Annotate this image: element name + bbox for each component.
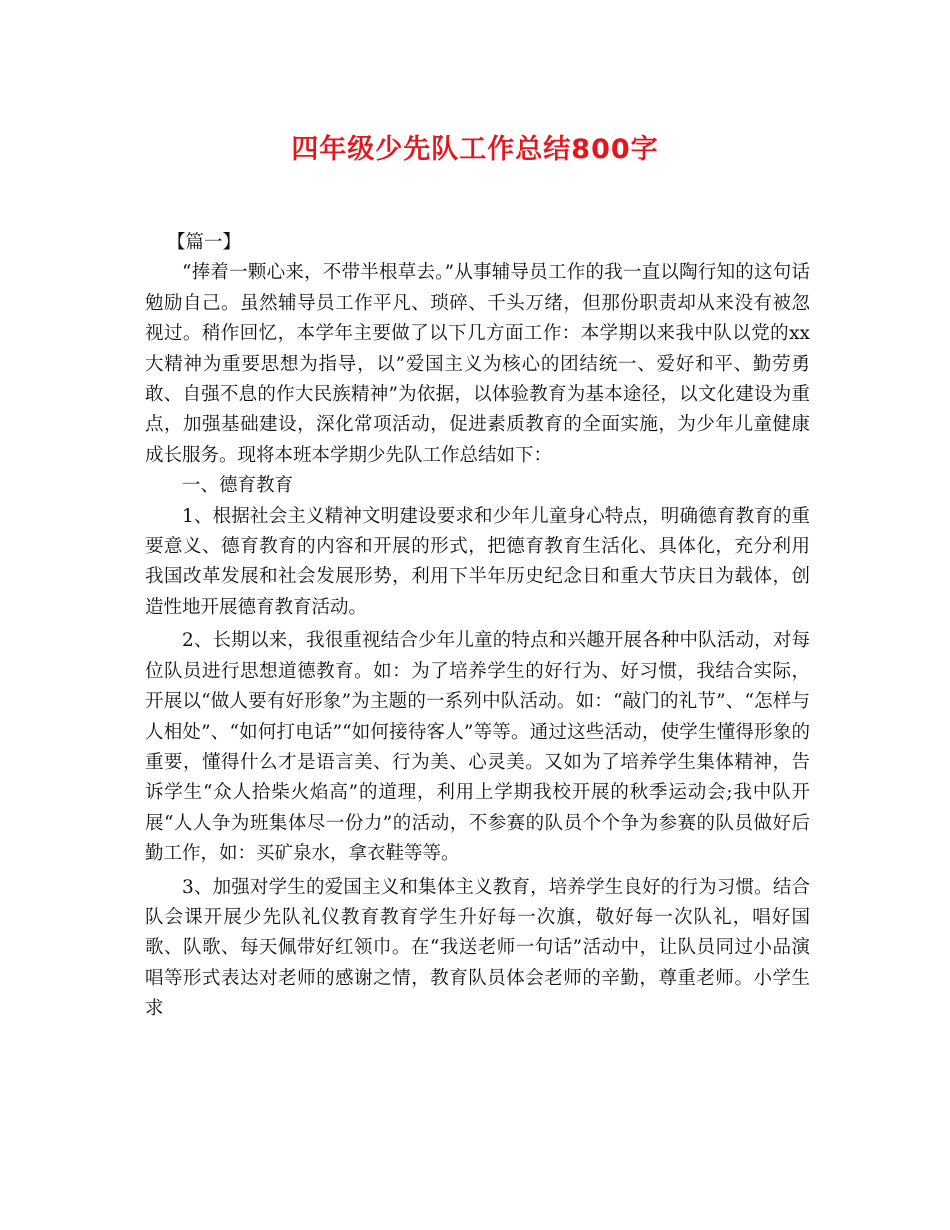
section-label: 【篇一】 [167, 232, 242, 253]
paragraph-item-3: 3、加强对学生的爱国主义和集体主义教育，培养学生良好的行为习惯。结合队会课开展少先队礼仪教育教育学生升好每一次旗，敬好每一次队礼，唱好国歌、队歌、每天佩带好红领巾。在“我送老师一句话”活动中，让队员同过小品演唱等形式表达对老师的感谢之情，教育队员体会老师的辛勤，尊重老师。小学生求 [145, 876, 810, 1020]
section-heading-moral-education: 一、德育教育 [182, 475, 294, 497]
document-body [145, 228, 810, 1025]
page-title: 四年级少先队工作总结800字 [291, 134, 659, 165]
intro-paragraph: “捧着一颗心来，不带半根草去。”从事辅导员工作的我一直以陶行知的这句话勉励自己。虽然辅导员工作平凡、琐碎、千头万绪，但那份职责却从来没有被忽视过。稍作回忆，本学年主要做了以下几方面工作：本学期以来我中队以党的xx大精神为重要思想为指导，以”爱国主义为核心的团结统一、爱好和平、勤劳勇敢、自强不息的作大民族精神”为依据，以体验教育为基本途径，以文化建设为重点，加强基础建设，深化常项活动，促进素质教育的全面实施，为少年儿童健康成长服务。现将本班本学期少先队工作总结如下： [145, 262, 810, 466]
paragraph-item-2: 2、长期以来，我很重视结合少年儿童的特点和兴趣开展各种中队活动，对每位队员进行思想道德教育。如：为了培养学生的好行为、好习惯，我结合实际，开展以“做人要有好形象”为主题的一系列中队活动。如：“敲门的礼节”、“怎样与人相处”、“如何打电话”“如何接待客人”等等。通过这些活动，使学生懂得形象的重要，懂得什么才是语言美、行为美、心灵美。又如为了培养学生集体精神，告诉学生“众人拾柴火焰高”的道理，利用上学期我校开展的秋季运动会;我中队开展“人人争为班集体尽一份力”的活动，不参赛的队员个个争为参赛的队员做好后勤工作，如：买矿泉水，拿衣鞋等等。 [145, 630, 810, 865]
paragraph-item-1: 1、根据社会主义精神文明建设要求和少年儿童身心特点，明确德育教育的重要意义、德育教育的内容和开展的形式，把德育教育生活化、具体化，充分利用我国改革发展和社会发展形势，利用下半年历史纪念日和重大节庆日为载体，创造性地开展德育教育活动。 [145, 505, 810, 618]
